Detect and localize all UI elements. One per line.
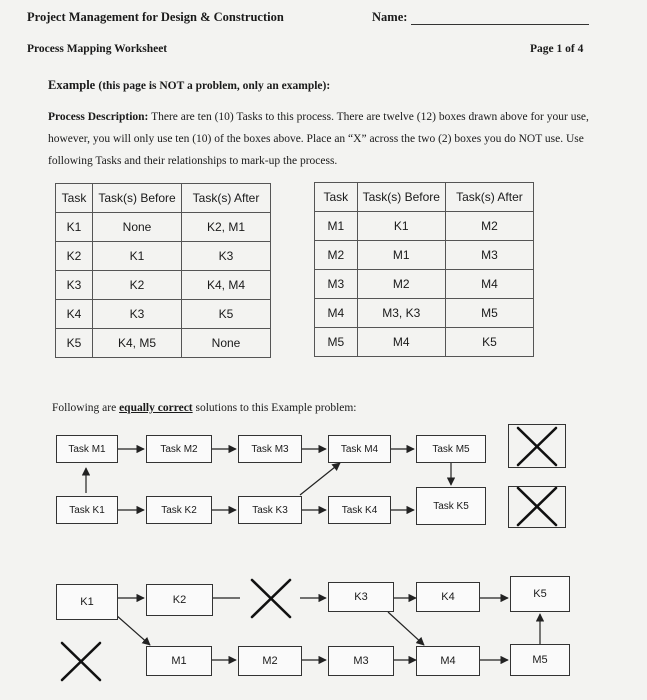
cell: M4 <box>357 328 445 357</box>
unused-x-icon-middle <box>252 580 290 617</box>
col-header: Task <box>56 184 93 213</box>
cell: K3 <box>182 242 271 271</box>
name-label: Name: <box>372 10 408 24</box>
col-header: Task(s) Before <box>93 184 182 213</box>
cell: M4 <box>445 270 533 299</box>
box-task-m4: Task M4 <box>328 435 391 463</box>
description-text: There are ten (10) Tasks to this process. There are twelve (12) boxes drawn above for your use, however, you will only use ten (10) of the boxes above. Place an “X” across the two (2) boxes you do NOT use. Use following Tasks and their relationships to mark-up the process. <box>48 111 589 167</box>
box-k3: K3 <box>328 582 394 612</box>
box-k4: K4 <box>416 582 480 612</box>
cell: K5 <box>445 328 533 357</box>
page-number: Page 1 of 4 <box>530 43 584 55</box>
cell: M5 <box>445 299 533 328</box>
box-task-m2: Task M2 <box>146 435 212 463</box>
arrow-k3-m4 <box>300 463 340 495</box>
cell: M2 <box>357 270 445 299</box>
cell: K1 <box>93 242 182 271</box>
col-header: Task(s) After <box>445 183 533 212</box>
cell: K1 <box>56 213 93 242</box>
course-title: Project Management for Design & Construction <box>27 10 284 24</box>
unused-x-icon-left <box>62 643 100 680</box>
cell: M4 <box>315 299 358 328</box>
cell: K5 <box>182 300 271 329</box>
box-task-k1: Task K1 <box>56 496 118 524</box>
arrow-k1-m1-b <box>116 615 150 645</box>
caption-prefix: Following are <box>52 402 117 414</box>
cell: K3 <box>93 300 182 329</box>
caption-emphasis: equally correct <box>119 402 193 414</box>
unused-box-top <box>508 424 566 468</box>
cell: K4 <box>56 300 93 329</box>
description-label: Process Description: <box>48 111 149 123</box>
box-k2: K2 <box>146 584 213 616</box>
example-note: (this page is NOT a problem, only an example): <box>98 80 331 92</box>
box-k5: K5 <box>510 576 570 612</box>
box-task-k3: Task K3 <box>238 496 302 524</box>
cell: M1 <box>315 212 358 241</box>
box-m5: M5 <box>510 644 570 676</box>
cell: K4, M4 <box>182 271 271 300</box>
box-task-k5: Task K5 <box>416 487 486 525</box>
cell: M2 <box>445 212 533 241</box>
box-task-k4: Task K4 <box>328 496 391 524</box>
cell: M3 <box>445 241 533 270</box>
box-task-k2: Task K2 <box>146 496 212 524</box>
cell: M2 <box>315 241 358 270</box>
cell: K2 <box>93 271 182 300</box>
cell: None <box>182 329 271 358</box>
cell: M1 <box>357 241 445 270</box>
cell: K3 <box>56 271 93 300</box>
cell: M3, K3 <box>357 299 445 328</box>
cell: K5 <box>56 329 93 358</box>
cell: K4, M5 <box>93 329 182 358</box>
box-m4: M4 <box>416 646 480 676</box>
col-header: Task <box>315 183 358 212</box>
cell: M5 <box>315 328 358 357</box>
box-task-m1: Task M1 <box>56 435 118 463</box>
col-header: Task(s) Before <box>357 183 445 212</box>
box-m2: M2 <box>238 646 302 676</box>
cell: M3 <box>315 270 358 299</box>
cell: K1 <box>357 212 445 241</box>
col-header: Task(s) After <box>182 184 271 213</box>
cell: None <box>93 213 182 242</box>
arrow-k3-m4-b <box>388 612 424 645</box>
box-task-m5: Task M5 <box>416 435 486 463</box>
cell: K2, M1 <box>182 213 271 242</box>
example-title: Example <box>48 78 96 92</box>
box-task-m3: Task M3 <box>238 435 302 463</box>
box-m3: M3 <box>328 646 394 676</box>
worksheet-title: Process Mapping Worksheet <box>27 43 168 55</box>
cell: K2 <box>56 242 93 271</box>
unused-box-bottom <box>508 486 566 528</box>
box-k1: K1 <box>56 584 118 620</box>
box-m1: M1 <box>146 646 212 676</box>
caption-suffix: solutions to this Example problem: <box>195 402 357 414</box>
